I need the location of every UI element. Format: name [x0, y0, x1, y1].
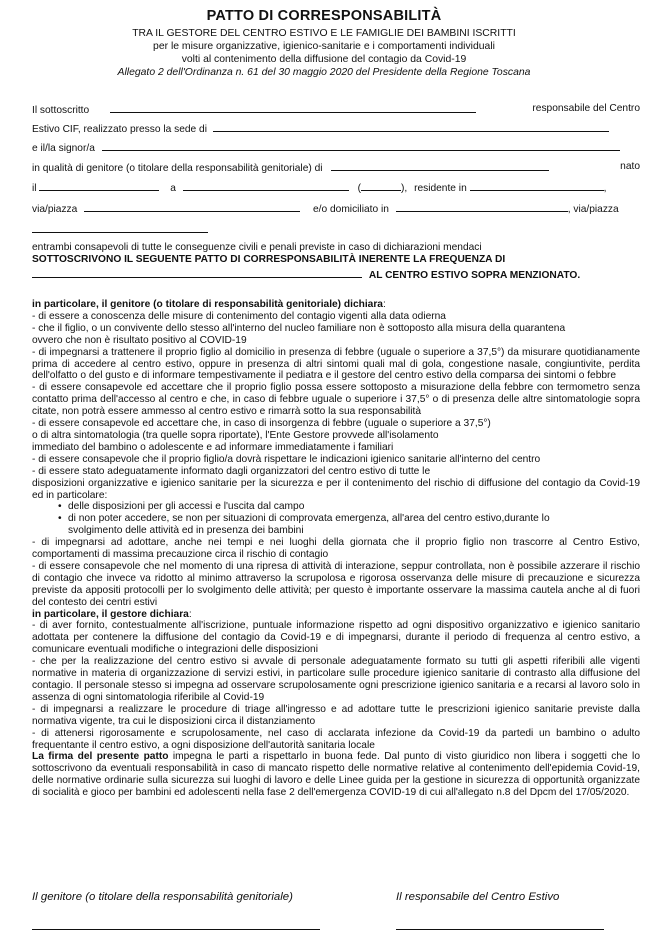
label-il-sottoscritto: Il sottoscritto [32, 105, 90, 116]
gestore-heading: in particolare, il gestore dichiara: [32, 608, 192, 620]
pact-body [32, 299, 640, 799]
signature-line-genitore[interactable] [32, 929, 320, 930]
bullet-icon: • [58, 501, 62, 513]
sottoscrivono-heading: SOTTOSCRIVONO IL SEGUENTE PATTO DI CORRESPONSABILITÀ INERENTE LA FREQUENZA DI [32, 254, 506, 265]
field-birth-date[interactable] [39, 180, 159, 191]
label-via-piazza-2: , via/piazza [567, 204, 619, 215]
field-birth-place[interactable] [183, 180, 349, 191]
label-paren-close: ), [400, 183, 408, 194]
signature-label-genitore: Il genitore (o titolare della responsabilità genitoriale) [32, 891, 293, 903]
genitore-item-4: - di essere consapevole ed accettare che il proprio figlio possa essere sottoposto a misurazione della febbre con termometro senza contatto prima dell'accesso al centro e che, in caso di febbre uguale o superiore i 37,5° o di presenza delle altre sintomatologie sopra citate, non potrà essere ammesso al centro estivo e rimarrà sotto la sua responsabilità [32, 382, 640, 418]
field-via-residenza[interactable] [84, 201, 300, 212]
label-al-centro: AL CENTRO ESTIVO SOPRA MENZIONATO. [368, 270, 581, 281]
genitore-item-5c: immediato del bambino o adolescente e ad informare immediatamente i familiari [32, 441, 394, 453]
label-domiciliato: e/o domiciliato in [313, 204, 389, 215]
gestore-item-3: - di impegnarsi a realizzare le procedure di triage all'ingresso e ad adottare tutte le prescrizioni igienico sanitarie previste dalla normativa vigente, tra cui le disposizioni circa il distanziamento [32, 703, 640, 727]
label-via-piazza: via/piazza [32, 204, 78, 215]
field-residenza[interactable] [470, 180, 604, 191]
genitore-item-3: - di impegnarsi a trattenere il proprio figlio al domicilio in presenza di febbre (uguale o superiore a 37,5°) da misurare quotidianamente prima di accedere al centro estivo, oppure in presenza di altri sintomi quali mal di gola, congestione nasale, congiuntivite, perdita dell'olfatto o del gusto e di informare tempestivamente il pediatra e il gestore del centro estivo della comparsa dei sintomi o febbre [32, 346, 640, 382]
form-line-qualita [32, 160, 640, 175]
genitore-item-7a: - di essere stato adeguatamente informato dagli organizzatori del centro estivo di tutte le [32, 465, 431, 477]
genitore-item-2b: ovvero che non è risultato positivo al COVID-19 [32, 334, 247, 346]
label-estivo-cif: Estivo CIF, realizzato presso la sede di [32, 124, 207, 135]
firma-paragraph: La firma del presente patto impegna le parti a rispettarlo in buona fede. Dal punto di visto giuridico non libera i soggetti che lo sottoscrivono da eventuali responsabilità in caso di mancato rispetto delle normative relative al contenimento dell'epidemia Covid-19, delle normative ordinarie sulla sicurezza sui luoghi di lavoro e delle Linee guida per la gestione in sicurezza di opportunità organizzate di socialità e gioco per bambini ed adolescenti nella fase 2 dell'emergenza COVID-19 di cui all'allegato n.8 del Dpcm del 17/05/2020. [32, 751, 640, 799]
subtitle-parties: TRA IL GESTORE DEL CENTRO ESTIVO E LE FAMIGLIE DEI BAMBINI ISCRITTI [132, 28, 516, 39]
form-line-sottoscritto [32, 102, 640, 117]
gestore-item-2: - che per la realizzazione del centro estivo si avvale di personale adeguatamente formato su tutti gli aspetti riferibili alle vigenti normative in materia di organizzazione di servizi estivi, in particolare sulle procedure igienico sanitarie di contrasto alla diffusione del contagio. Il personale stesso si impegna ad osservare scrupolosamente ogni prescrizione igienico sanitaria e a recarsi al lavoro solo in assenza di ogni sintomatologia riferibile al Covid-19 [32, 656, 640, 703]
gestore-item-1: - di aver fornito, contestualmente all'iscrizione, puntuale informazione rispetto ad ogni dispositivo organizzativo e igienico sanitario adottata per contenere la diffusione del contagio da Covid-19 e di impegnarsi, durante il periodo di frequenza al centro estivo, a comunicare eventuali modifiche o integrazioni delle disposizioni [32, 620, 640, 656]
form-line-indirizzo [32, 201, 640, 216]
field-sottoscritto-name[interactable] [110, 102, 476, 113]
genitore-item-5a: - di essere consapevole ed accettare che, in caso di insorgenza di febbre (uguale o superiore a 37,5°) [32, 418, 491, 430]
field-via-domicilio[interactable] [32, 222, 208, 233]
genitore-item-9: - di essere consapevole che nel momento di una ripresa di attività di interazione, seppur controllata, non è possibile azzerare il rischio di contagio che invece va ridotto al minimo attraverso la scrupolosa e rigorosa osservanza delle misure di precauzione e sicurezza previste da appositi protocolli per lo svolgimento delle attività; per questo è importante osservare la massima cautela anche al di fuori del contesto dei centri estivi [32, 560, 640, 608]
field-province[interactable] [361, 180, 401, 191]
genitore-item-8: - di impegnarsi ad adottare, anche nei tempi e nei luoghi della giornata che il proprio figlio non trascorre al Centro Estivo, comportamenti di massima precauzione circa il rischio di contagio [32, 537, 640, 561]
label-a: a [170, 183, 176, 194]
gestore-item-4: - di attenersi rigorosamente e scrupolosamente, nel caso di acclarata infezione da Covid-19 da partedi un bambino o adulto frequentante il centro estivo, a ogni disposizione dell'autorità sanitaria locale [32, 727, 640, 751]
signature-label-responsabile: Il responsabile del Centro Estivo [396, 891, 560, 903]
label-responsabile-del-centro: responsabile del Centro [532, 103, 640, 114]
field-child-name[interactable] [331, 160, 549, 171]
genitore-item-7b: disposizioni organizzative e igienico sanitarie per la sicurezza e per il contenimento del rischio di diffusione del contagio da Covid-19 ed in particolare: [32, 477, 640, 501]
genitore-item-5b: o di altra sintomatologia (tra quelle sopra riportate), l'Ente Gestore provvede all'isolamento [32, 429, 439, 441]
al-centro-line [32, 267, 640, 282]
genitore-item-1: - di essere a conoscenza delle misure di contenimento del contagio vigenti alla data odierna [32, 310, 446, 322]
label-paren-open: ( [357, 183, 361, 194]
genitore-heading: in particolare, il genitore (o titolare di responsabilità genitoriale) dichiara: [32, 299, 386, 310]
label-in-qualita: in qualità di genitore (o titolare della responsabilità genitoriale) di [32, 163, 323, 174]
genitore-item-6: - di essere consapevole che il proprio figlio/a dovrà rispettare le indicazioni igienico sanitarie all'interno del centro [32, 453, 541, 465]
bullet-item-accesso-area: • di non poter accedere, se non per situazioni di comprovata emergenza, all'area del centro estivo,durante lo [58, 513, 550, 525]
bullet-item-accesso-area-cont: svolgimento delle attività ed in presenza dei bambini [68, 525, 304, 537]
form-line-via-domicilio [32, 222, 640, 237]
label-comma: , [603, 183, 607, 194]
signature-line-responsabile[interactable] [396, 929, 604, 930]
subtitle-ordinance: Allegato 2 dell'Ordinanza n. 61 del 30 maggio 2020 del Presidente della Regione Toscana [117, 67, 531, 78]
field-child-frequenza[interactable] [32, 267, 362, 278]
form-line-nascita [32, 180, 640, 195]
field-sede[interactable] [213, 121, 609, 132]
label-il: il [32, 183, 37, 194]
consapevoli-statement: entrambi consapevoli di tutte le conseguenze civili e penali previste in caso di dichiarazioni mendaci [32, 242, 482, 253]
label-signor: e il/la signor/a [32, 143, 95, 154]
field-signor-name[interactable] [102, 140, 620, 151]
form-line-signor [32, 140, 640, 155]
label-nato: nato [620, 161, 640, 172]
subtitle-measures: per le misure organizzative, igienico-sanitarie e i comportamenti individuali [153, 41, 495, 52]
form-line-sede [32, 121, 640, 136]
field-domicilio[interactable] [396, 201, 568, 212]
subtitle-purpose: volti al contenimento della diffusione del contagio da Covid-19 [181, 54, 467, 65]
genitore-item-2a: - che il figlio, o un convivente dello stesso all'interno del nucleo familiare non è sottoposto alla misura della quarantena [32, 322, 566, 334]
bullet-icon: • [58, 513, 62, 525]
bullet-item-accessi: • delle disposizioni per gli accessi e l'uscita dal campo [58, 501, 305, 513]
label-residente-in: residente in [414, 183, 467, 194]
document-title: PATTO DI CORRESPONSABILITÀ [206, 8, 442, 24]
